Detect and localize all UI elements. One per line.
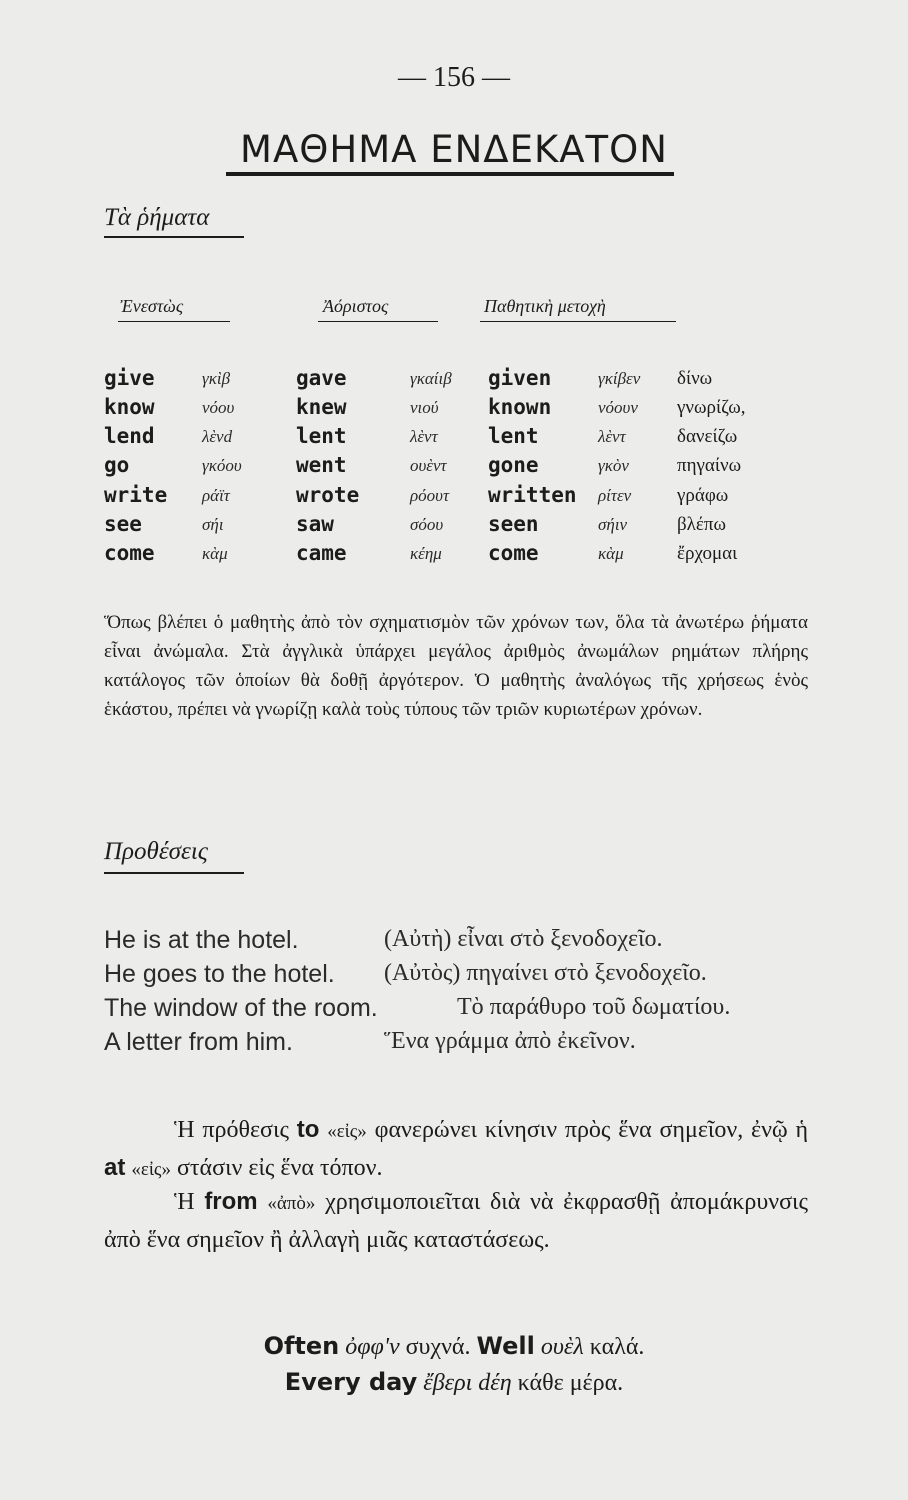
verb-greek-meaning: ἔρχομαι: [677, 543, 738, 564]
verb-present: know: [104, 395, 155, 419]
verb-participle: come: [488, 541, 539, 565]
verb-present-pronunciation: σήι: [202, 515, 224, 534]
preposition-example-english: He goes to the hotel.: [104, 960, 335, 988]
prepositions-heading: Προθέσεις: [104, 838, 208, 865]
vocab-english: Every day: [284, 1368, 418, 1396]
verb-present-pronunciation: νόου: [202, 398, 235, 417]
vocab-pronunciation: ουὲλ: [540, 1334, 584, 1360]
keyword-to: to: [296, 1116, 320, 1143]
explanation-text: Ἡ πρόθεσις: [174, 1117, 289, 1143]
verb-participle-pronunciation: γκὸν: [598, 456, 629, 475]
verb-participle-pronunciation: νόουν: [598, 398, 638, 417]
vocabulary-line: [0, 1332, 908, 1361]
column-header-participle: Παθητικὴ μετοχὴ: [484, 296, 606, 316]
verb-present: give: [104, 366, 155, 390]
verb-row: [0, 453, 908, 483]
verb-present-pronunciation: ράϊτ: [202, 486, 230, 505]
verb-present-pronunciation: λὲνd: [202, 427, 233, 446]
vocab-english: Well: [476, 1332, 535, 1360]
verb-present-pronunciation: γκόου: [202, 456, 242, 475]
verb-greek-meaning: δίνω: [677, 368, 713, 389]
verb-greek-meaning: βλέπω: [677, 514, 726, 535]
vocab-english: Often: [263, 1332, 340, 1360]
verb-row: [0, 483, 908, 513]
verb-participle: written: [488, 483, 577, 507]
verb-past: wrote: [296, 483, 360, 507]
verb-present-pronunciation: γκὶβ: [202, 369, 231, 388]
verb-present: come: [104, 541, 155, 565]
preposition-example: [0, 960, 908, 994]
verbs-explanation-text: Ὅπως βλέπει ὁ μαθητὴς ἀπὸ τὸν σχηματισμὸν τῶν χρόνων των, ὅλα τὰ ἀνωτέρω ῥήματα εἶναι ἀνώμαλα. Στὰ ἀγγλικὰ ὑπάρχει μεγάλος ἀριθμὸς ἀνωμάλων ρημάτων πλήρης κατάλογος τῶν ὁποίων θὰ δοθῇ ἀργότερον. Ὁ μαθητὴς ἀναλόγως τῆς χρήσεως ἑνὸς ἑκάστου, πρέπει νὰ γνωρίζῃ καλὰ τοὺς τύπους τῶν τριῶν κυριωτέρων χρόνων.: [104, 612, 808, 720]
prepositions-heading-underline: [104, 872, 244, 874]
verb-row: [0, 541, 908, 571]
verb-participle: gone: [488, 453, 539, 477]
verb-greek-meaning: γράφω: [677, 485, 729, 506]
quoted-translation: «εἰς»: [131, 1159, 171, 1180]
verb-greek-meaning: δανείζω: [677, 426, 738, 447]
preposition-example: [0, 1028, 908, 1062]
verb-past-pronunciation: ρόουτ: [410, 486, 450, 505]
verb-past-pronunciation: κέημ: [410, 544, 442, 563]
verb-past-pronunciation: λὲντ: [410, 427, 438, 446]
preposition-example: [0, 926, 908, 960]
preposition-example: [0, 994, 908, 1028]
verb-row: [0, 424, 908, 454]
column-header-aorist: Ἀόριστος: [323, 296, 389, 316]
preposition-explanation-to-at: [104, 1112, 808, 1188]
verb-row: [0, 395, 908, 425]
verb-past-pronunciation: γκαίιβ: [410, 369, 452, 388]
verb-participle-pronunciation: γκίβεν: [598, 369, 641, 388]
preposition-example-greek: (Αὐτὸς) πηγαίνει στὸ ξενοδοχεῖο.: [384, 960, 707, 986]
verbs-explanation-paragraph: [104, 608, 808, 724]
keyword-at: at: [104, 1154, 126, 1181]
verb-participle-pronunciation: ρίτεν: [598, 486, 632, 505]
verb-past-pronunciation: σόου: [410, 515, 444, 534]
preposition-example-english: The window of the room.: [104, 994, 378, 1022]
title-underline: [226, 172, 674, 176]
explanation-text: φανερώνει κίνησιν πρὸς ἕνα σημεῖον, ἐνῷ ἡ: [374, 1117, 809, 1143]
verb-present: go: [104, 453, 130, 477]
verb-past: lent: [296, 424, 347, 448]
preposition-example-greek: (Αὐτὴ) εἶναι στὸ ξενοδοχεῖο.: [384, 926, 663, 952]
verb-past-pronunciation: ουὲντ: [410, 456, 447, 475]
verb-row: [0, 366, 908, 396]
explanation-text: στάσιν εἰς ἕνα τόπον.: [176, 1155, 383, 1181]
verb-past: went: [296, 453, 347, 477]
verb-participle: given: [488, 366, 552, 390]
vocab-greek: κάθε μέρα.: [517, 1370, 624, 1396]
preposition-example-greek: Τὸ παράθυρο τοῦ δωματίου.: [457, 994, 731, 1020]
verb-participle: seen: [488, 512, 539, 536]
column-header-present: Ἐνεστὼς: [120, 296, 184, 316]
verbs-heading: Τὰ ῥήματα: [104, 204, 210, 231]
verb-participle-pronunciation: κὰμ: [598, 544, 624, 563]
preposition-example-english: He is at the hotel.: [104, 926, 299, 954]
verb-row: [0, 512, 908, 542]
verb-participle-pronunciation: σήιν: [598, 515, 628, 534]
vocab-greek: συχνά.: [405, 1334, 471, 1360]
verb-participle: lent: [488, 424, 539, 448]
verb-past: came: [296, 541, 347, 565]
verb-participle-pronunciation: λὲντ: [598, 427, 626, 446]
explanation-text: Ἡ: [174, 1189, 195, 1215]
vocab-greek: καλά.: [589, 1334, 645, 1360]
verb-participle: known: [488, 395, 552, 419]
verb-past: knew: [296, 395, 347, 419]
quoted-translation: «ἀπὸ»: [267, 1193, 316, 1214]
verb-present: lend: [104, 424, 155, 448]
keyword-from: from: [204, 1188, 258, 1215]
verb-greek-meaning: πηγαίνω: [677, 455, 742, 476]
preposition-explanation-from: [104, 1184, 808, 1258]
column-header-participle-underline: [480, 321, 676, 322]
vocab-pronunciation: ὀφφ'ν: [345, 1334, 400, 1360]
lesson-title: ΜΑΘΗΜΑ ΕΝΔΕΚΑΤΟΝ: [240, 128, 668, 171]
vocab-pronunciation: ἔβερι dέη: [423, 1370, 512, 1396]
quoted-translation: «εἰς»: [327, 1121, 367, 1142]
verb-present: see: [104, 512, 142, 536]
vocabulary-line: [0, 1368, 908, 1397]
verb-present: write: [104, 483, 168, 507]
verb-past-pronunciation: νιού: [410, 398, 439, 417]
verbs-heading-underline: [104, 236, 244, 238]
verb-past: saw: [296, 512, 334, 536]
column-header-aorist-underline: [318, 321, 438, 322]
explanation-text: χρησιμοποιεῖται διὰ νὰ ἐκφρασθῇ ἀπομάκρυνσις ἀπὸ ἕνα σημεῖον ἢ ἀλλαγὴ μιᾶς καταστάσεως.: [104, 1189, 809, 1253]
preposition-example-greek: Ἕνα γράμμα ἀπὸ ἐκεῖνον.: [384, 1028, 636, 1054]
page-number: — 156 —: [398, 62, 510, 93]
verb-greek-meaning: γνωρίζω,: [677, 397, 746, 418]
column-header-present-underline: [118, 321, 230, 322]
preposition-example-english: A letter from him.: [104, 1028, 293, 1056]
verb-present-pronunciation: κὰμ: [202, 544, 228, 563]
verb-past: gave: [296, 366, 347, 390]
